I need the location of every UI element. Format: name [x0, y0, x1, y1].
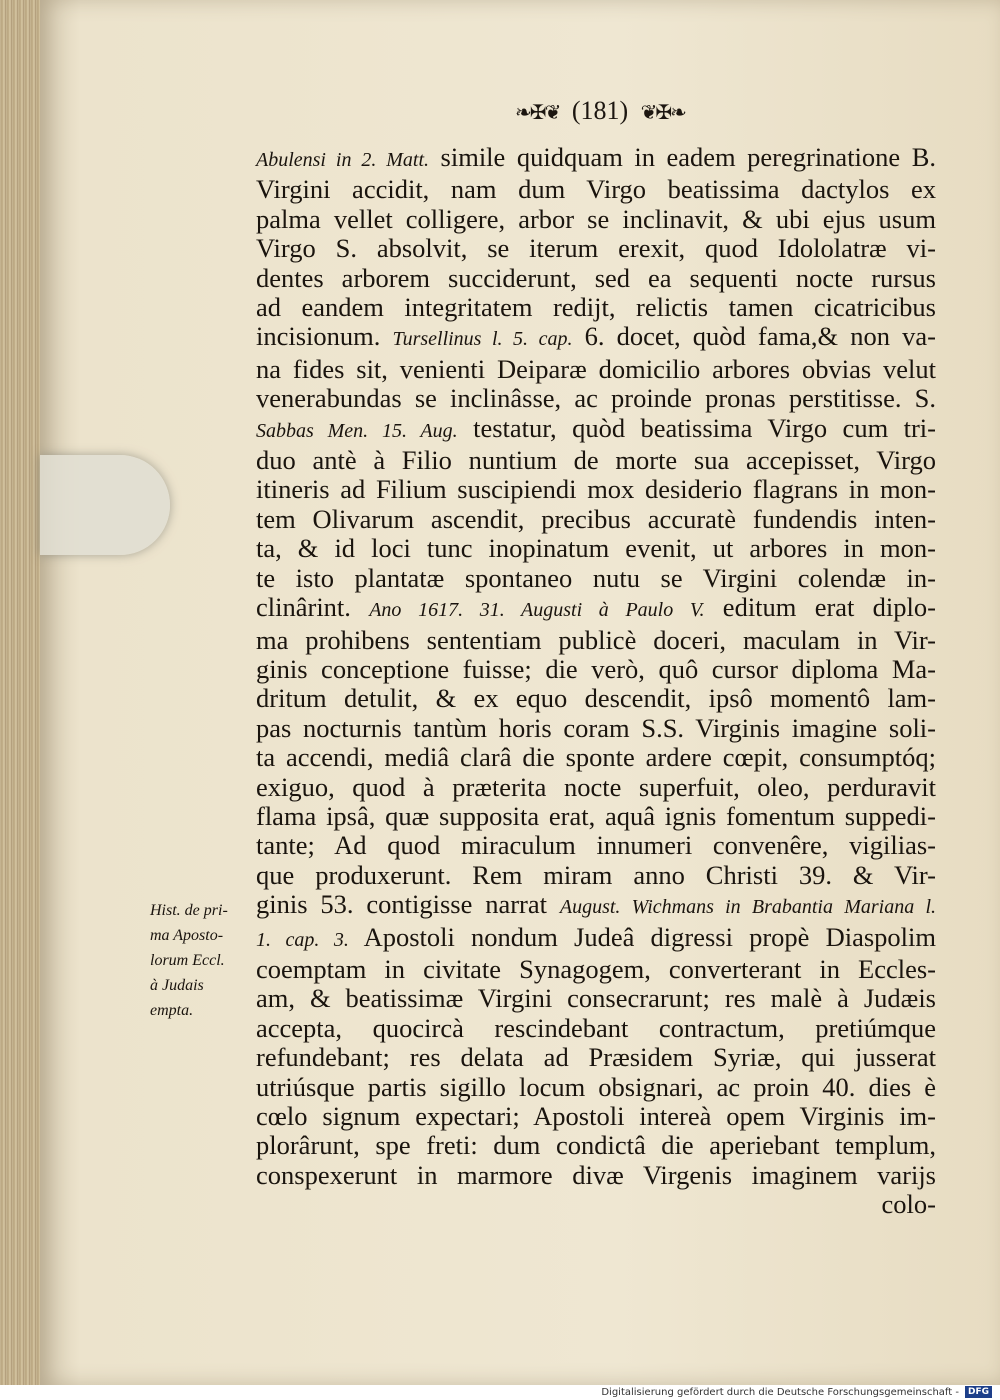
text-line [256, 1190, 936, 1219]
text-line [256, 593, 936, 625]
text-line [256, 322, 936, 354]
line-text: venerabundas se inclinâsse, ac proinde pronas perstitisse. S. [256, 383, 936, 414]
text-line [256, 923, 936, 955]
citation-text: Abulensi in 2. Matt. [256, 149, 430, 171]
footer-bar [0, 1385, 1000, 1400]
line-text: ta accendi, mediâ clarâ die sponte ardere cœpit, consumptóq; [256, 742, 936, 773]
text-line [256, 1073, 936, 1102]
text-line [256, 446, 936, 475]
text-line [256, 773, 936, 802]
text-line [256, 355, 936, 384]
line-text: ma prohibens sententiam publicè doceri, maculam in Vir- [256, 624, 936, 655]
text-line [256, 205, 936, 234]
line-text: refundebant; res delata ad Præsidem Syriæ, qui jusserat [256, 1042, 936, 1073]
line-text: simile quidquam in eadem peregrinatione B. [429, 142, 936, 172]
line-text: 6. docet, quòd fama,& non va- [572, 321, 936, 352]
text-line [256, 714, 936, 743]
text-line [256, 564, 936, 593]
text-line [256, 143, 936, 175]
citation-text: Sabbas Men. 15. Aug. [256, 419, 458, 442]
text-line [256, 684, 936, 713]
line-text: Apostoli nondum Judeâ digressi propè Diaspolim [348, 921, 936, 952]
text-line [256, 984, 936, 1013]
page-number: (181) [571, 96, 629, 125]
line-text: pas nocturnis tantùm horis coram S.S. Virginis imagine soli- [256, 712, 936, 743]
ornament-right-icon: ❦✠❧ [640, 102, 685, 124]
text-line [256, 1043, 936, 1072]
marginal-note [150, 898, 252, 1023]
line-text: tante; Ad quod miraculum innumeri convenêre, vigilias- [256, 830, 936, 861]
line-text: conspexerunt in marmore divæ Virgenis imaginem varijs [256, 1159, 936, 1190]
text-line [256, 1131, 936, 1160]
dfg-logo: DFG [965, 1386, 992, 1398]
line-text: ad eandem integritatem redijt, relictis tamen cicatricibus [256, 292, 936, 323]
bookmark-tab [40, 455, 170, 555]
marginal-note-line: ma Aposto- [150, 927, 224, 944]
line-text: itineris ad Filium suscipiendi mox desiderio flagrans in mon- [256, 474, 936, 505]
line-text: accepta, quocircà rescindebant contractum, pretiúmque [256, 1012, 936, 1043]
citation-text: 1. cap. 3. [256, 928, 349, 951]
text-line [256, 384, 936, 413]
text-line [256, 655, 936, 684]
text-line [256, 955, 936, 984]
line-text: colo- [881, 1189, 936, 1220]
line-text: coemptam in civitate Synagogem, converterant in Eccles- [256, 953, 936, 984]
text-line [256, 831, 936, 860]
text-line [256, 743, 936, 772]
footer-credit: Digitalisierung gefördert durch die Deutsche Forschungsgemeinschaft - [601, 1387, 959, 1398]
line-text: ginis 53. contigisse narrat [256, 889, 560, 920]
text-line [256, 234, 936, 263]
line-text: ginis conceptione fuisse; die verò, quô cursor diploma Ma- [256, 653, 936, 684]
line-text: testatur, quòd beatissima Virgo cum tri- [457, 412, 936, 443]
line-text: dentes arborem succiderunt, sed ea sequenti nocte rursus [256, 262, 936, 293]
text-line [256, 1014, 936, 1043]
line-text: clinârint. [256, 592, 370, 623]
citation-text: Ano 1617. 31. Augusti à Paulo V. [369, 599, 705, 622]
page-header [500, 96, 700, 126]
text-line [256, 505, 936, 534]
line-text: tem Olivarum ascendit, precibus accuratè fundendis inten- [256, 503, 936, 534]
line-text: exiguo, quod à præterita nocte superfuit, oleo, perduravit [256, 771, 936, 802]
line-text: Virgo S. absolvit, se iterum erexit, quod Idololatræ vi- [256, 233, 936, 264]
line-text: utriúsque partis sigillo locum obsignari, ac proin 40. dies è [256, 1071, 936, 1102]
line-text: na fides sit, venienti Deiparæ domicilio arbores obvias velut [256, 353, 936, 384]
line-text: duo antè à Filio nuntium de morte sua accepisset, Virgo [256, 445, 936, 476]
line-text: flama ipsâ, quæ supposita erat, aquâ ignis fomentum suppedi- [256, 800, 936, 831]
text-line [256, 1102, 936, 1131]
marginal-note-line: Hist. de pri- [150, 902, 228, 919]
line-text: plorârunt, spe freti: dum condictâ die aperiebant templum, [256, 1130, 936, 1161]
line-text: Virgini accidit, nam dum Virgo beatissima dactylos ex [256, 174, 936, 205]
text-line [256, 175, 936, 204]
text-line [256, 802, 936, 831]
line-text: que produxerunt. Rem miram anno Christi 39. & Vir- [256, 859, 936, 890]
line-text: editum erat diplo- [704, 592, 936, 623]
marginal-note-line: lorum Eccl. [150, 952, 225, 969]
ornament-left-icon: ❧✠❦ [515, 102, 560, 124]
line-text: incisionum. [256, 321, 393, 352]
text-line [256, 626, 936, 655]
line-text: te isto plantatæ spontaneo nutu se Virgini colendæ in- [256, 562, 936, 593]
text-line [256, 890, 936, 922]
line-text: ta, & id loci tunc inopinatum evenit, ut arbores in mon- [256, 533, 936, 564]
marginal-note-line: à Judais [150, 977, 204, 994]
line-text: am, & beatissimæ Virgini consecrarunt; res malè à Judæis [256, 983, 936, 1014]
text-line [256, 293, 936, 322]
line-text: dritum detulit, & ex equo descendit, ipsô momentô lam- [256, 683, 936, 714]
text-line [256, 475, 936, 504]
citation-text: Tursellinus l. 5. cap. [392, 328, 573, 351]
line-text: cœlo signum expectari; Apostoli intereà opem Virginis im- [256, 1101, 936, 1131]
text-line [256, 414, 936, 446]
line-text: palma vellet colligere, arbor se inclinavit, & ubi ejus usum [256, 203, 936, 234]
citation-text: August. Wichmans in Brabantia Mariana l. [559, 896, 937, 919]
marginal-note-line: empta. [150, 1002, 194, 1019]
body-text [256, 143, 936, 1220]
text-line [256, 264, 936, 293]
text-line [256, 861, 936, 890]
text-line [256, 534, 936, 563]
text-line [256, 1161, 936, 1190]
